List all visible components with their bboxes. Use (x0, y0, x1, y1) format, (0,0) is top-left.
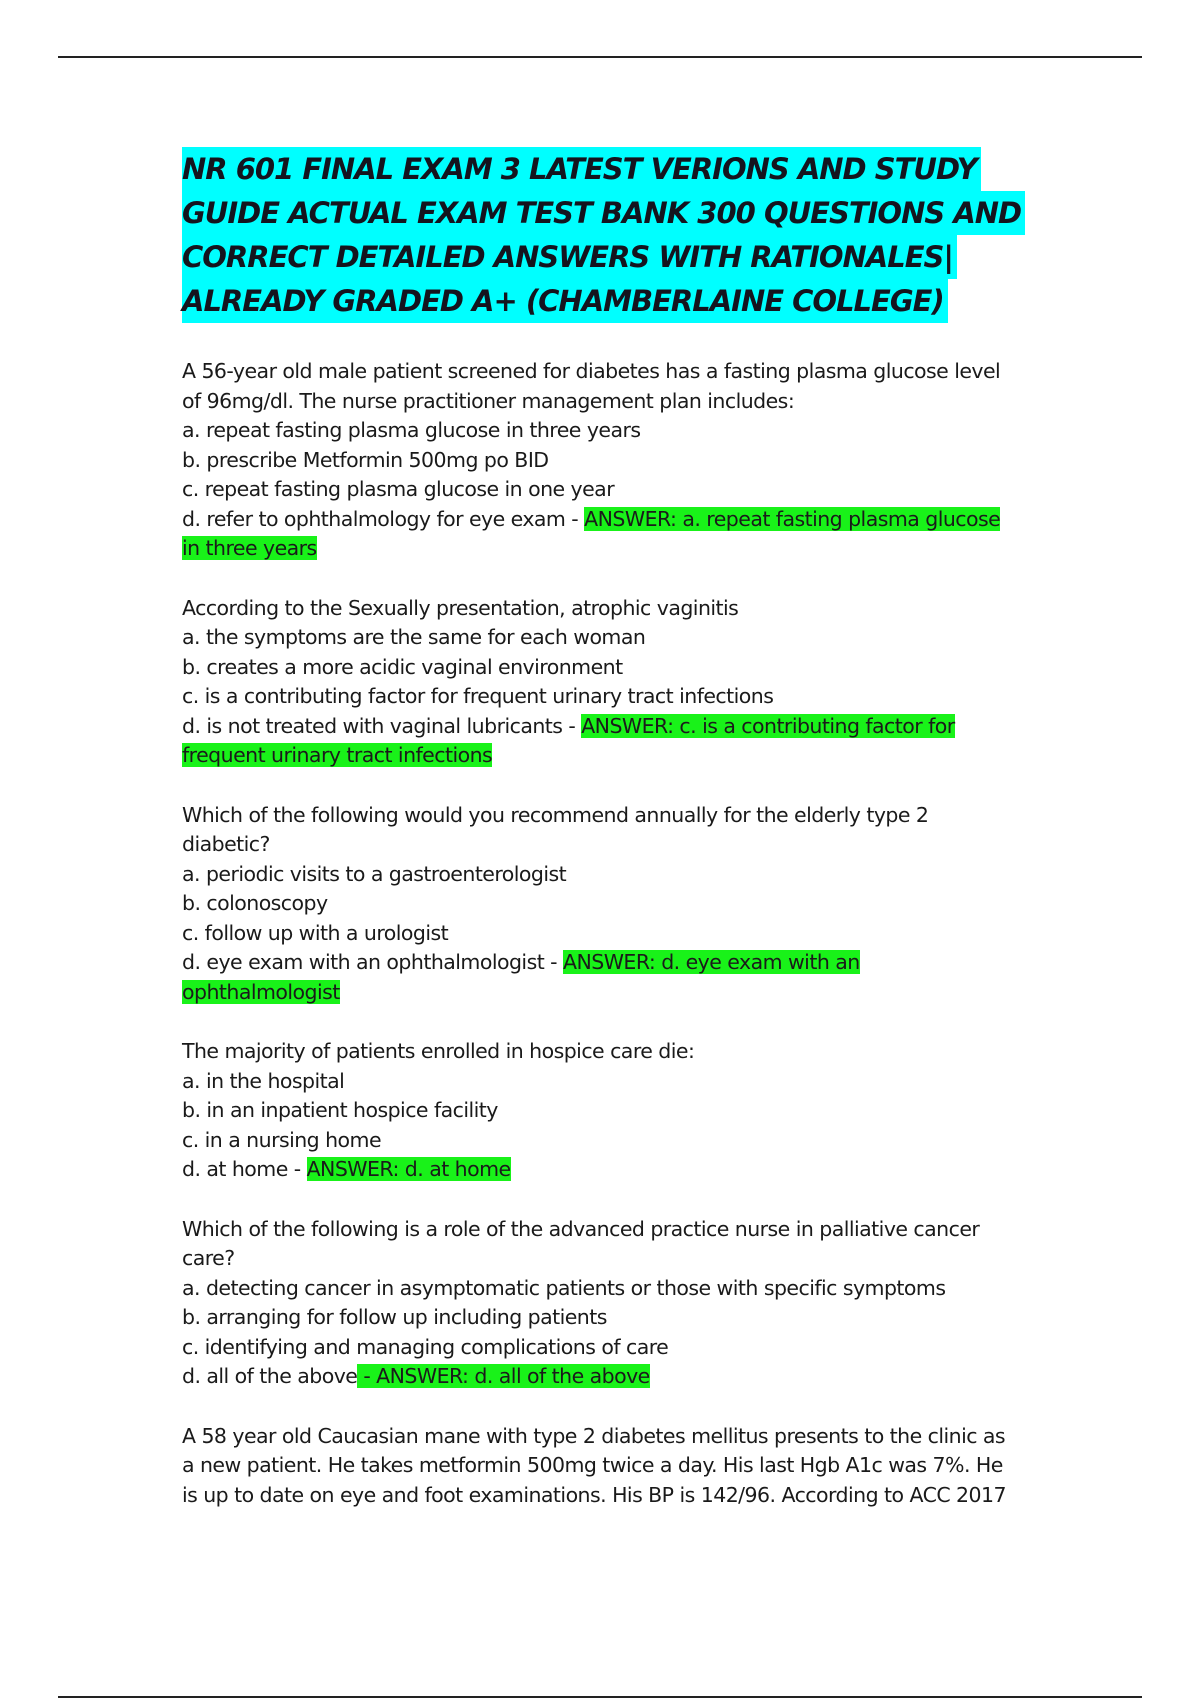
answer-highlight: ANSWER: d. eye exam with an (562, 950, 860, 974)
option-c: c. in a nursing home (182, 1127, 382, 1152)
footer-rule (58, 1696, 1142, 1698)
title-line: ALREADY GRADED A+ (CHAMBERLAINE COLLEGE) (182, 279, 948, 323)
option-a: a. repeat fasting plasma glucose in three years (182, 418, 641, 442)
option-b: b. colonoscopy (182, 891, 328, 915)
question-1 (182, 357, 1022, 564)
question-5 (182, 1215, 1022, 1392)
question-stem: diabetic? (182, 832, 270, 856)
answer-highlight: ANSWER: a. repeat fasting plasma glucose (584, 506, 1001, 531)
option-c: c. repeat fasting plasma glucose in one year (182, 477, 615, 501)
answer-highlight: ANSWER: c. is a contributing factor for (581, 713, 955, 738)
question-4 (182, 1037, 1022, 1185)
question-stem: A 56-year old male patient screened for diabetes has a fasting plasma glucose level (182, 359, 1001, 383)
answer-continuation (182, 534, 1022, 564)
option-d: d. at home - (182, 1157, 307, 1181)
option-b: b. in an inpatient hospice facility (182, 1098, 498, 1122)
option-a: a. periodic visits to a gastroenterologist (182, 861, 567, 886)
option-d: d. refer to ophthalmology for eye exam - (182, 506, 585, 531)
option-b: b. prescribe Metformin 500mg po BID (182, 447, 549, 472)
option-b: b. creates a more acidic vaginal environment (182, 654, 623, 679)
answer-highlight: ANSWER: d. at home (306, 1157, 511, 1181)
option-a: a. the symptoms are the same for each woman (182, 625, 646, 649)
question-stem: of 96mg/dl. The nurse practitioner management plan includes: (182, 388, 795, 413)
answer-highlight: in three years (182, 536, 317, 560)
answer-highlight: - ANSWER: d. all of the above (357, 1364, 650, 1388)
option-a: a. detecting cancer in asymptomatic patients or those with specific symptoms (182, 1275, 946, 1300)
question-6 (182, 1422, 1022, 1511)
question-stem: Which of the following would you recommend annually for the elderly type 2 (182, 802, 929, 827)
header-rule (58, 56, 1142, 58)
option-d-with-answer (182, 1155, 1022, 1185)
title-line: NR 601 FINAL EXAM 3 LATEST VERIONS AND STUDY (182, 147, 981, 191)
answer-highlight: ophthalmologist (182, 979, 340, 1004)
question-2 (182, 594, 1022, 771)
question-stem: According to the Sexually presentation, atrophic vaginitis (182, 595, 739, 620)
option-d-with-answer (182, 505, 1022, 535)
question-3 (182, 801, 1022, 1008)
option-d: d. eye exam with an ophthalmologist - (182, 950, 563, 974)
title-line: CORRECT DETAILED ANSWERS WITH RATIONALES| (182, 235, 957, 279)
option-d-with-answer (182, 948, 1022, 978)
question-stem: care? (182, 1246, 235, 1270)
question-stem: Which of the following is a role of the advanced practice nurse in palliative cancer (182, 1216, 980, 1241)
question-stem: is up to date on eye and foot examinations. His BP is 142/96. According to ACC 2017 (182, 1482, 1007, 1507)
document-title (182, 147, 1022, 323)
document-body (182, 147, 1022, 1540)
option-a: a. in the hospital (182, 1068, 345, 1093)
option-c: c. identifying and managing complications of care (182, 1334, 669, 1359)
title-line: GUIDE ACTUAL EXAM TEST BANK 300 QUESTIONS AND (182, 191, 1025, 235)
option-b: b. arranging for follow up including patients (182, 1305, 607, 1329)
answer-continuation (182, 978, 1022, 1008)
option-d-with-answer (182, 712, 1022, 742)
question-stem: a new patient. He takes metformin 500mg twice a day. His last Hgb A1c was 7%. He (182, 1453, 1003, 1477)
answer-highlight: frequent urinary tract infections (182, 743, 493, 767)
question-stem: A 58 year old Caucasian mane with type 2 diabetes mellitus presents to the clinic as (182, 1423, 1006, 1448)
option-c: c. follow up with a urologist (182, 920, 449, 945)
answer-continuation (182, 741, 1022, 771)
question-stem: The majority of patients enrolled in hospice care die: (182, 1039, 695, 1063)
option-c: c. is a contributing factor for frequent urinary tract infections (182, 684, 774, 708)
option-d-with-answer (182, 1362, 1022, 1392)
option-d: d. all of the above (182, 1364, 358, 1388)
option-d: d. is not treated with vaginal lubricants - (182, 713, 582, 738)
